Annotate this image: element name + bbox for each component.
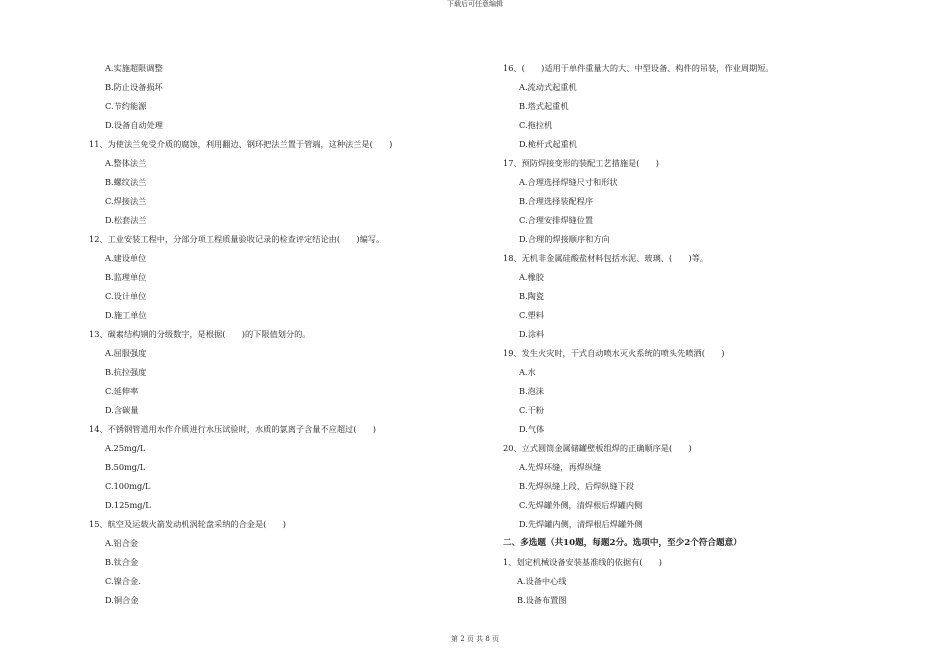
- option-line: A.实施超限调整: [105, 63, 163, 73]
- option-line: B.监理单位: [105, 272, 147, 282]
- option-line: D.铜合金: [105, 595, 139, 605]
- question-text: 12、工业安装工程中，分部分项工程质量验收记录的检查评定结论由( )编写。: [89, 234, 385, 244]
- option-line: D.施工单位: [105, 310, 147, 320]
- question-text: 18、无机非金属硅酸盐材料包括水泥、玻璃、( )等。: [503, 253, 709, 263]
- option-line: D.合理的焊接顺序和方向: [519, 234, 610, 244]
- option-line: C.焊接法兰: [105, 196, 147, 206]
- question-text: 13、碳素结构钢的分级数字，是根据( )的下限值划分的。: [89, 329, 311, 339]
- question-text: 11、为使法兰免受介质的腐蚀，利用翻边、钢环把法兰置于管端，这种法兰是( ): [89, 139, 393, 149]
- question-text: 14、不锈钢管道用水作介质进行水压试验时，水质的氯离子含量不应超过( ): [89, 424, 376, 434]
- option-line: B.设备布置图: [517, 595, 567, 605]
- question-text: 15、航空及运载火箭发动机涡轮盘采纳的合金是( ): [89, 519, 286, 529]
- option-line: A.合理选择焊缝尺寸和形状: [519, 177, 618, 187]
- option-line: C.延伸率: [105, 386, 139, 396]
- option-line: B.防止设备损坏: [105, 82, 163, 92]
- option-line: D.松套法兰: [105, 215, 147, 225]
- option-line: C.拖拉机: [519, 120, 553, 130]
- option-line: D.桅杆式起重机: [519, 139, 577, 149]
- option-line: C.设计单位: [105, 291, 147, 301]
- question-text: 16、( )适用于单件重量大的大、中型设备、构件的吊装，作业周期短。: [503, 63, 774, 73]
- option-line: B.先焊纵缝上段，后焊纵缝下段: [519, 481, 635, 491]
- option-line: D.含碳量: [105, 405, 139, 415]
- page-footer: 第 2 页 共 8 页: [450, 635, 500, 643]
- question-text: 19、发生火灾时，干式自动喷水灭火系统的喷头先喷洒( ): [503, 348, 725, 358]
- option-line: D.涂料: [519, 329, 545, 339]
- option-line: C.节约能源: [105, 101, 147, 111]
- option-line: A.整体法兰: [105, 158, 147, 168]
- option-line: D.125mg/L: [105, 500, 151, 510]
- section-heading: 二、多选题（共10题，每题2分。选项中，至少2个符合题意）: [503, 538, 742, 548]
- option-line: A.25mg/L: [105, 443, 146, 453]
- question-text: 20、立式圆筒金属储罐壁板组焊的正确顺序是( ): [503, 443, 692, 453]
- option-line: B.塔式起重机: [519, 101, 569, 111]
- option-line: A.橡胶: [519, 272, 544, 282]
- page-header: 下载后可任意编辑: [447, 0, 503, 8]
- option-line: A.流动式起重机: [519, 82, 577, 92]
- option-line: C.合理安排焊缝位置: [519, 215, 594, 225]
- option-line: D.设备自动处理: [105, 120, 163, 130]
- option-line: A.水: [519, 367, 536, 377]
- question-text: 1、划定机械设备安装基准线的依据有( ): [503, 557, 662, 567]
- option-line: A.铝合金: [105, 538, 139, 548]
- option-line: A.建设单位: [105, 253, 147, 263]
- option-line: B.50mg/L: [105, 462, 146, 472]
- option-line: D.气体: [519, 424, 545, 434]
- option-line: D.先焊罐内侧，清焊根后焊罐外侧: [519, 519, 643, 529]
- option-line: C.先焊罐外侧，清焊根后焊罐内侧: [519, 500, 643, 510]
- option-line: C.镍合金.: [105, 576, 141, 586]
- option-line: A.屈服强度: [105, 348, 147, 358]
- option-line: B.抗拉强度: [105, 367, 147, 377]
- question-text: 17、预防焊接变形的装配工艺措施是( ): [503, 158, 659, 168]
- option-line: B.钛合金: [105, 557, 139, 567]
- option-line: B.陶瓷: [519, 291, 544, 301]
- option-line: C.塑料: [519, 310, 544, 320]
- left-column: [89, 59, 469, 610]
- right-column: [503, 59, 883, 610]
- option-line: A.先焊环缝，再焊纵缝: [519, 462, 602, 472]
- option-line: B.合理选择装配程序: [519, 196, 594, 206]
- option-line: C.干粉: [519, 405, 544, 415]
- option-line: A.设备中心线: [517, 576, 567, 586]
- option-line: C.100mg/L: [105, 481, 151, 491]
- option-line: B.泡沫: [519, 386, 544, 396]
- option-line: B.螺纹法兰: [105, 177, 147, 187]
